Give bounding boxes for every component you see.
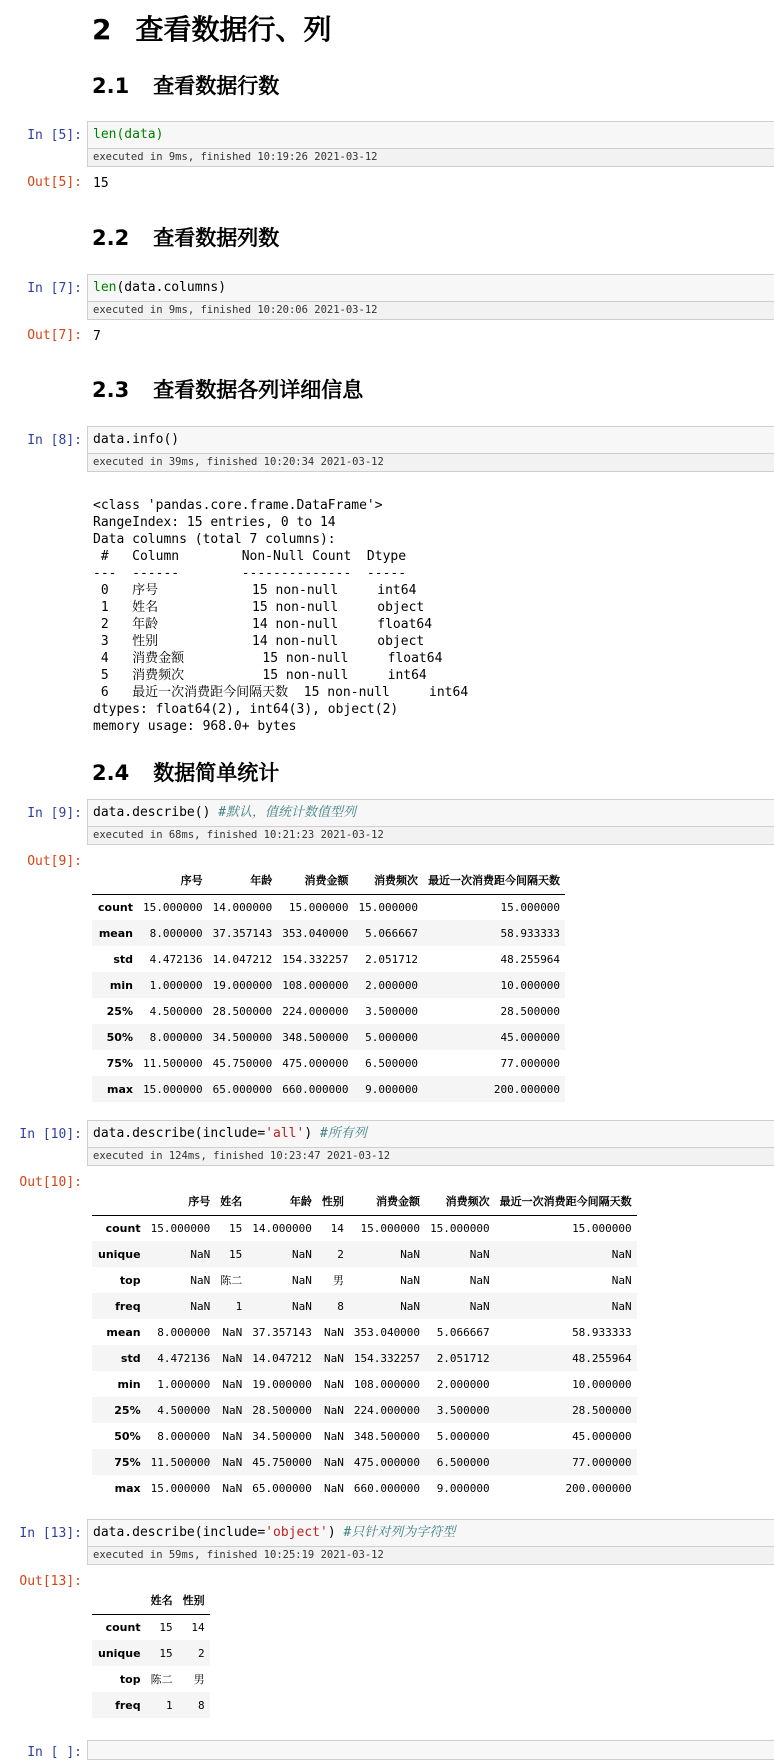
table-cell: 9.000000 xyxy=(365,1082,419,1096)
table-cell: 15.000000 xyxy=(430,1221,490,1235)
code-cell[interactable] xyxy=(87,1120,774,1166)
column-header: 性别 xyxy=(321,1194,344,1208)
code-cell[interactable] xyxy=(87,799,774,845)
row-label: mean xyxy=(98,926,133,940)
table-cell: 28.500000 xyxy=(572,1403,632,1417)
table-cell: 48.255964 xyxy=(572,1351,632,1365)
table-cell: 2.000000 xyxy=(365,978,419,992)
row-label: top xyxy=(119,1672,141,1686)
table-row xyxy=(92,946,565,972)
table-cell: NaN xyxy=(611,1299,632,1313)
table-cell: NaN xyxy=(323,1403,344,1417)
info-line: RangeIndex: 15 entries, 0 to 14 xyxy=(93,515,336,530)
row-label: top xyxy=(119,1273,141,1287)
info-line: 0 序号 15 non-null int64 xyxy=(93,583,433,598)
output-prompt: Out[5]: xyxy=(27,175,82,190)
info-line: # Column Non-Null Count Dtype xyxy=(93,549,422,564)
table-cell: NaN xyxy=(323,1351,344,1365)
table-cell: 65.000000 xyxy=(252,1481,312,1495)
table-cell: 5.066667 xyxy=(436,1325,490,1339)
input-prompt: In [13]: xyxy=(19,1526,82,1541)
table-cell: 14.000000 xyxy=(212,900,273,914)
table-row xyxy=(92,1371,637,1397)
row-label: unique xyxy=(98,1247,141,1261)
table-cell: NaN xyxy=(222,1429,243,1443)
output-result: 15 xyxy=(93,176,109,191)
table-cell: 58.933333 xyxy=(572,1325,632,1339)
table-cell: 男 xyxy=(332,1274,344,1287)
execution-info: executed in 124ms, finished 10:23:47 2021-03-12 xyxy=(88,1147,774,1165)
table-cell: NaN xyxy=(190,1299,211,1313)
table-cell: 353.040000 xyxy=(282,926,349,940)
column-header: 消费频次 xyxy=(445,1194,490,1208)
table-cell: 2 xyxy=(197,1646,205,1660)
table-cell: 15.000000 xyxy=(150,1221,211,1235)
execution-info: executed in 68ms, finished 10:21:23 2021-03-12 xyxy=(88,826,774,844)
table-cell: 154.332257 xyxy=(353,1351,421,1365)
table-row xyxy=(92,1640,210,1666)
column-header: 消费金额 xyxy=(304,873,349,887)
table-row xyxy=(92,998,565,1024)
table-cell: 15.000000 xyxy=(500,900,561,914)
row-label: min xyxy=(109,978,133,992)
table-row xyxy=(92,1397,637,1423)
table-cell: 65.000000 xyxy=(212,1082,273,1096)
table-cell: 45.000000 xyxy=(500,1030,561,1044)
execution-info: executed in 9ms, finished 10:19:26 2021-03-12 xyxy=(88,148,774,166)
info-line: memory usage: 968.0+ bytes xyxy=(93,719,297,734)
table-cell: NaN xyxy=(222,1351,243,1365)
code-cell[interactable] xyxy=(87,121,774,167)
code-editor[interactable]: len(data) xyxy=(93,127,164,142)
table-cell: NaN xyxy=(323,1481,344,1495)
table-cell: NaN xyxy=(222,1455,243,1469)
table-row xyxy=(92,1241,637,1267)
info-line: --- ------ -------------- ----- xyxy=(93,566,422,581)
input-prompt: In [5]: xyxy=(27,128,82,143)
table-cell: NaN xyxy=(611,1273,632,1287)
table-cell: 475.000000 xyxy=(353,1455,421,1469)
table-cell: 19.000000 xyxy=(212,978,273,992)
column-header: 消费金额 xyxy=(376,1194,421,1208)
table-row xyxy=(92,1692,210,1718)
info-line: 4 消费金额 15 non-null float64 xyxy=(93,651,443,666)
table-row xyxy=(92,1319,637,1345)
table-cell: 660.000000 xyxy=(282,1082,349,1096)
info-line: 5 消费频次 15 non-null int64 xyxy=(93,668,443,683)
execution-info: executed in 59ms, finished 10:25:19 2021-03-12 xyxy=(88,1546,774,1564)
table-cell: NaN xyxy=(323,1455,344,1469)
table-cell: 8.000000 xyxy=(157,1429,211,1443)
table-cell: 28.500000 xyxy=(212,1004,273,1018)
table-cell: 28.500000 xyxy=(252,1403,312,1417)
table-row xyxy=(92,1267,637,1293)
row-label: 25% xyxy=(114,1403,141,1417)
table-cell: 224.000000 xyxy=(282,1004,349,1018)
table-cell: 77.000000 xyxy=(500,1056,561,1070)
table-row xyxy=(92,1423,637,1449)
table-row xyxy=(92,1666,210,1692)
table-cell: NaN xyxy=(291,1273,312,1287)
table-cell: NaN xyxy=(400,1299,421,1313)
column-header: 最近一次消费距今间隔天数 xyxy=(428,873,561,887)
row-label: count xyxy=(105,1620,141,1634)
table-row xyxy=(92,1345,637,1371)
table-cell: 108.000000 xyxy=(353,1377,421,1391)
input-prompt: In [ ]: xyxy=(27,1745,82,1760)
table-cell: NaN xyxy=(323,1325,344,1339)
table-cell: 15.000000 xyxy=(572,1221,632,1235)
table-cell: NaN xyxy=(222,1403,243,1417)
table-cell: 45.750000 xyxy=(252,1455,312,1469)
row-label: count xyxy=(98,900,133,914)
table-cell: 15.000000 xyxy=(358,900,419,914)
table-cell: NaN xyxy=(469,1299,490,1313)
table-cell: 6.500000 xyxy=(365,1056,419,1070)
code-cell[interactable] xyxy=(87,274,774,320)
table-cell: 77.000000 xyxy=(572,1455,632,1469)
code-editor[interactable]: len(data.columns) xyxy=(93,280,227,295)
describe-all-table xyxy=(92,1187,637,1501)
table-cell: 4.472136 xyxy=(149,952,203,966)
table-row xyxy=(92,1024,565,1050)
table-cell: 108.000000 xyxy=(282,978,349,992)
table-cell: 14.047212 xyxy=(212,952,273,966)
column-header: 序号 xyxy=(188,1194,211,1208)
row-label: 50% xyxy=(106,1030,133,1044)
table-cell: 8.000000 xyxy=(149,1030,203,1044)
table-cell: 45.750000 xyxy=(212,1056,273,1070)
code-editor[interactable]: data.info() xyxy=(93,432,180,447)
column-header: 最近一次消费距今间隔天数 xyxy=(499,1194,632,1208)
table-cell: 154.332257 xyxy=(282,952,349,966)
table-row xyxy=(92,1050,565,1076)
table-cell: 4.500000 xyxy=(149,1004,203,1018)
row-label: freq xyxy=(115,1698,141,1712)
table-cell: 15 xyxy=(228,1247,243,1261)
table-cell: NaN xyxy=(323,1377,344,1391)
table-cell: 4.500000 xyxy=(157,1403,211,1417)
subsection-heading-2-4: 2.4 数据简单统计 xyxy=(92,761,280,785)
table-cell: 1.000000 xyxy=(157,1377,211,1391)
table-cell: 1.000000 xyxy=(149,978,203,992)
table-cell: 34.500000 xyxy=(252,1429,312,1443)
table-cell: 8 xyxy=(197,1698,205,1712)
table-cell: NaN xyxy=(469,1273,490,1287)
table-cell: 475.000000 xyxy=(282,1056,349,1070)
table-row xyxy=(92,1215,637,1241)
table-cell: 10.000000 xyxy=(500,978,561,992)
table-cell: NaN xyxy=(323,1429,344,1443)
table-cell: 200.000000 xyxy=(493,1082,561,1096)
row-label: max xyxy=(107,1082,133,1096)
table-row xyxy=(92,1475,637,1501)
table-row xyxy=(92,1614,210,1640)
table-cell: 224.000000 xyxy=(353,1403,421,1417)
table-cell: 陈二 xyxy=(220,1274,243,1287)
column-header: 姓名 xyxy=(220,1194,243,1208)
table-cell: 15.000000 xyxy=(288,900,349,914)
table-cell: 8.000000 xyxy=(157,1325,211,1339)
table-cell: 4.472136 xyxy=(157,1351,211,1365)
table-cell: 2.051712 xyxy=(365,952,419,966)
section-heading-2: 2 查看数据行、列 xyxy=(92,13,332,46)
table-cell: NaN xyxy=(291,1299,312,1313)
table-cell: 2.000000 xyxy=(436,1377,490,1391)
code-editor[interactable]: data.describe(include='object') #只针对列为字符型 xyxy=(93,1525,456,1540)
table-cell: NaN xyxy=(400,1247,421,1261)
table-cell: 2.051712 xyxy=(436,1351,490,1365)
code-editor[interactable]: data.describe(include='all') #所有列 xyxy=(93,1126,367,1141)
table-cell: 15 xyxy=(159,1646,173,1660)
table-cell: NaN xyxy=(291,1247,312,1261)
describe-table xyxy=(92,866,565,1102)
column-header: 姓名 xyxy=(150,1593,173,1607)
info-line: 3 性别 14 non-null object xyxy=(93,634,433,649)
row-label: count xyxy=(105,1221,141,1235)
table-cell: NaN xyxy=(222,1377,243,1391)
table-cell: 8 xyxy=(337,1299,344,1313)
input-prompt: In [7]: xyxy=(27,281,82,296)
info-line: dtypes: float64(2), int64(3), object(2) xyxy=(93,702,399,717)
table-row xyxy=(92,920,565,946)
table-cell: 37.357143 xyxy=(252,1325,312,1339)
table-cell: 19.000000 xyxy=(252,1377,312,1391)
table-cell: NaN xyxy=(190,1247,211,1261)
table-row xyxy=(92,1293,637,1319)
table-cell: 34.500000 xyxy=(212,1030,273,1044)
table-cell: 660.000000 xyxy=(353,1481,421,1495)
table-cell: NaN xyxy=(400,1273,421,1287)
table-cell: 1 xyxy=(165,1698,173,1712)
row-label: unique xyxy=(98,1646,141,1660)
table-row xyxy=(92,1076,565,1102)
table-cell: 男 xyxy=(193,1673,205,1686)
table-cell: 15.000000 xyxy=(360,1221,421,1235)
table-cell: 14.000000 xyxy=(252,1221,312,1235)
input-prompt: In [9]: xyxy=(27,806,82,821)
column-header: 年龄 xyxy=(250,873,273,887)
table-cell: 15 xyxy=(159,1620,173,1634)
subsection-heading-2-3: 2.3 查看数据各列详细信息 xyxy=(92,378,364,402)
table-cell: 5.000000 xyxy=(436,1429,490,1443)
table-cell: 10.000000 xyxy=(572,1377,632,1391)
row-label: freq xyxy=(115,1299,141,1313)
row-label: 75% xyxy=(106,1056,133,1070)
info-line: 2 年龄 14 non-null float64 xyxy=(93,617,433,632)
output-prompt: Out[9]: xyxy=(27,854,82,869)
table-cell: 陈二 xyxy=(150,1673,173,1686)
input-prompt: In [10]: xyxy=(19,1127,82,1142)
table-cell: 8.000000 xyxy=(149,926,203,940)
table-cell: 28.500000 xyxy=(500,1004,561,1018)
execution-info: executed in 39ms, finished 10:20:34 2021-03-12 xyxy=(88,453,774,471)
row-label: 25% xyxy=(106,1004,133,1018)
row-label: min xyxy=(117,1377,141,1391)
info-line: 6 最近一次消费距今间隔天数 15 non-null int64 xyxy=(93,685,484,700)
table-cell: 9.000000 xyxy=(436,1481,490,1495)
code-cell[interactable] xyxy=(87,1519,774,1565)
code-cell[interactable] xyxy=(87,426,774,472)
describe-object-table xyxy=(92,1586,210,1718)
table-cell: NaN xyxy=(190,1273,211,1287)
table-cell: 200.000000 xyxy=(565,1481,632,1495)
table-cell: 1 xyxy=(235,1299,243,1313)
table-cell: 5.066667 xyxy=(365,926,419,940)
output-prompt: Out[10]: xyxy=(19,1175,82,1190)
table-row xyxy=(92,1449,637,1475)
column-header: 消费频次 xyxy=(374,873,419,887)
table-cell: 15.000000 xyxy=(150,1481,211,1495)
row-label: std xyxy=(120,1351,141,1365)
output-result: 7 xyxy=(93,329,101,344)
table-cell: 14 xyxy=(191,1620,205,1634)
table-cell: 3.500000 xyxy=(365,1004,419,1018)
table-cell: NaN xyxy=(222,1325,243,1339)
row-label: mean xyxy=(106,1325,141,1339)
column-header: 序号 xyxy=(180,873,203,887)
input-prompt: In [8]: xyxy=(27,433,82,448)
table-cell: 15 xyxy=(228,1221,243,1235)
table-cell: 6.500000 xyxy=(436,1455,490,1469)
info-line: <class 'pandas.core.frame.DataFrame'> xyxy=(93,498,383,513)
table-cell: NaN xyxy=(469,1247,490,1261)
table-cell: 58.933333 xyxy=(500,926,561,940)
output-prompt: Out[7]: xyxy=(27,328,82,343)
code-editor[interactable]: data.describe() #默认，值统计数值型列 xyxy=(93,805,357,820)
empty-code-cell[interactable] xyxy=(87,1740,774,1760)
table-cell: 2 xyxy=(337,1247,344,1261)
table-cell: 37.357143 xyxy=(212,926,273,940)
table-cell: 353.040000 xyxy=(353,1325,421,1339)
info-output xyxy=(93,480,484,752)
table-cell: 45.000000 xyxy=(572,1429,632,1443)
execution-info: executed in 9ms, finished 10:20:06 2021-03-12 xyxy=(88,301,774,319)
table-cell: NaN xyxy=(611,1247,632,1261)
table-cell: 11.500000 xyxy=(143,1056,203,1070)
column-header: 年龄 xyxy=(289,1194,312,1208)
row-label: 75% xyxy=(114,1455,141,1469)
column-header xyxy=(92,1586,146,1614)
row-label: std xyxy=(113,952,133,966)
column-header xyxy=(92,866,138,894)
table-cell: 14 xyxy=(330,1221,344,1235)
table-cell: NaN xyxy=(222,1481,243,1495)
info-line: 1 姓名 15 non-null object xyxy=(93,600,433,615)
table-cell: 48.255964 xyxy=(500,952,561,966)
column-header xyxy=(92,1187,146,1215)
table-row xyxy=(92,972,565,998)
output-prompt: Out[13]: xyxy=(19,1574,82,1589)
table-cell: 15.000000 xyxy=(143,900,203,914)
table-row xyxy=(92,894,565,920)
table-cell: 348.500000 xyxy=(353,1429,421,1443)
row-label: 50% xyxy=(114,1429,141,1443)
subsection-heading-2-2: 2.2 查看数据列数 xyxy=(92,226,280,250)
table-cell: 3.500000 xyxy=(436,1403,490,1417)
row-label: max xyxy=(114,1481,141,1495)
info-line: Data columns (total 7 columns): xyxy=(93,532,336,547)
table-cell: 11.500000 xyxy=(150,1455,211,1469)
table-cell: 14.047212 xyxy=(252,1351,312,1365)
table-cell: 15.000000 xyxy=(143,1082,203,1096)
subsection-heading-2-1: 2.1 查看数据行数 xyxy=(92,74,280,98)
table-cell: 348.500000 xyxy=(282,1030,349,1044)
column-header: 性别 xyxy=(182,1593,205,1607)
table-cell: 5.000000 xyxy=(365,1030,419,1044)
